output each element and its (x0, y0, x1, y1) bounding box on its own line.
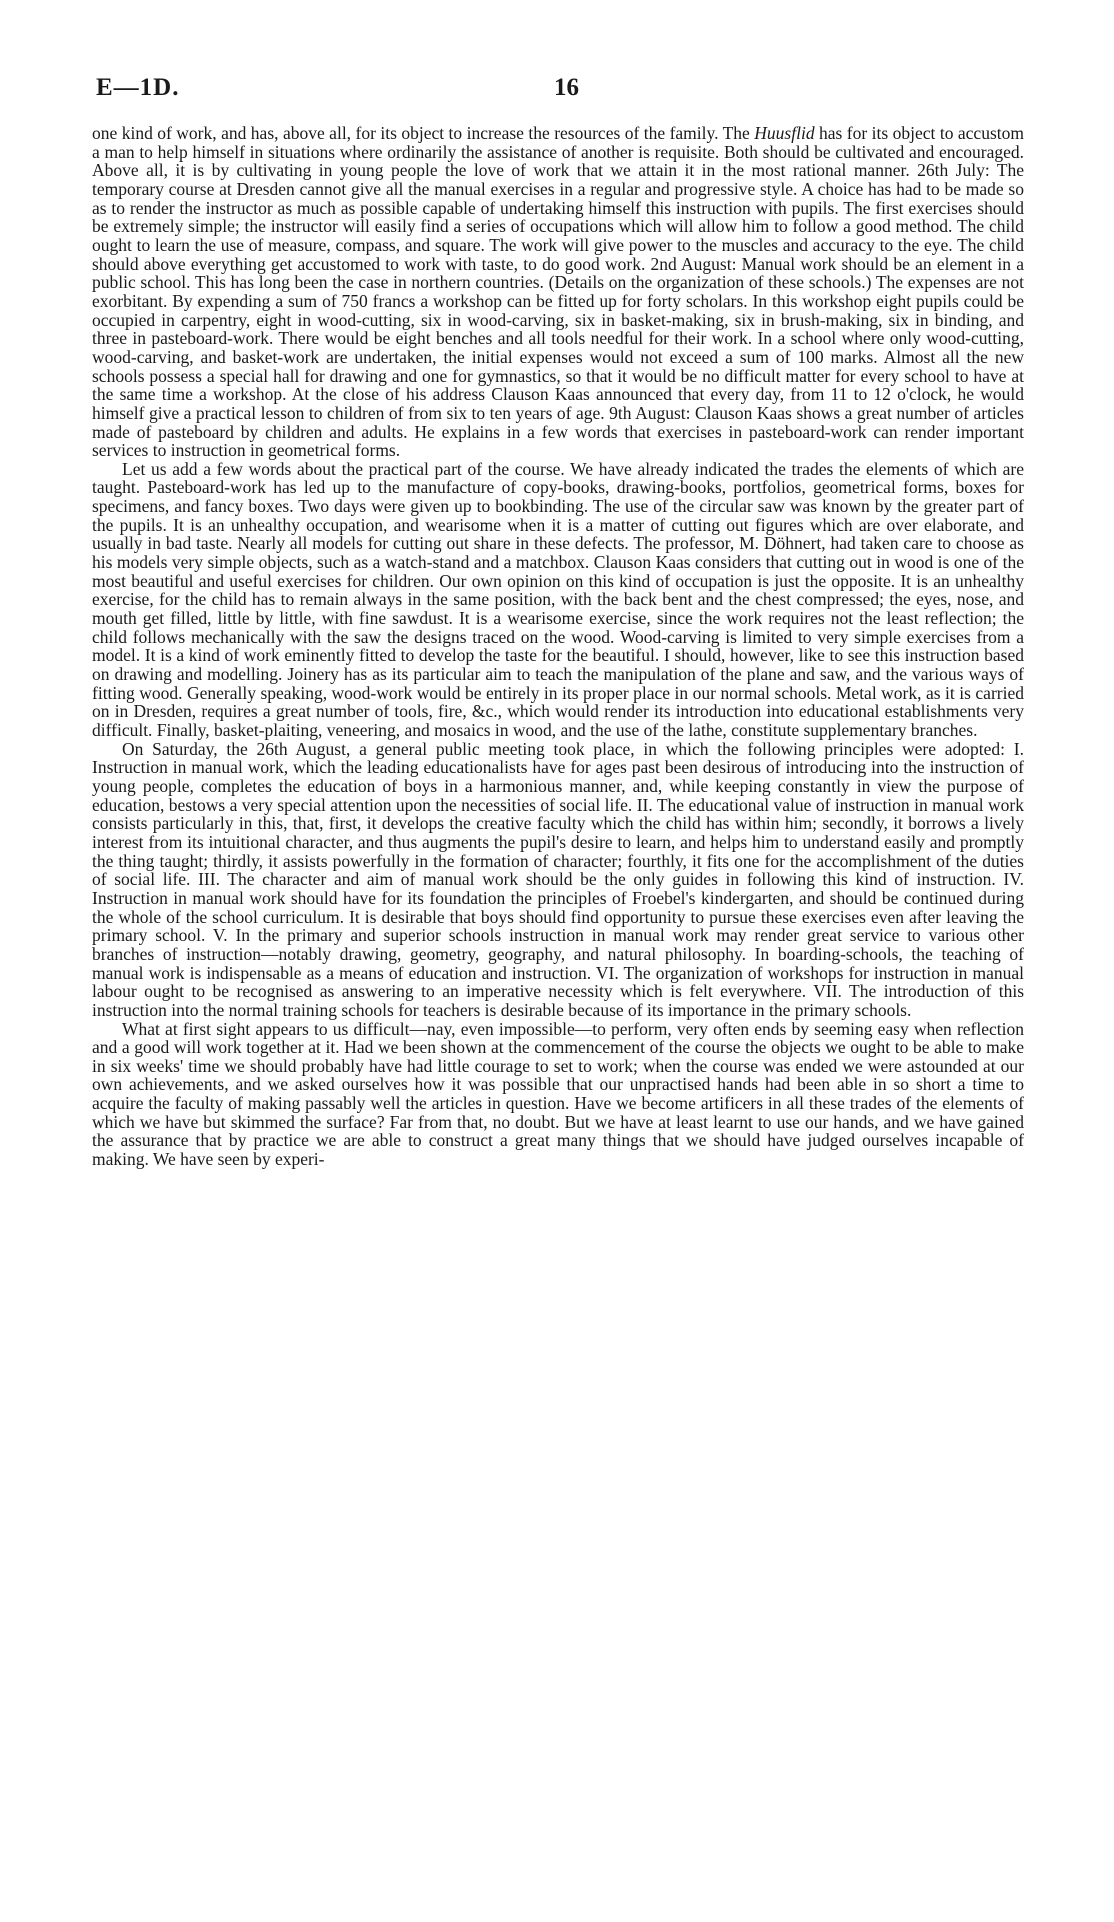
paragraph-4: What at first sight appears to us difficult—nay, even impossible—to perform, very often ends by seeming easy when reflection and a good will work together at it. Had we been shown at the commencement of the course the objects we ought to be able to make in six weeks' time we should probably have had little courage to set to work; when the course was ended we were astounded at our own achievements, and we asked ourselves how it was possible that our unpractised hands had been able in so short a time to acquire the faculty of making passably well the articles in question. Have we become artificers in all these trades of the elements of which we have but skimmed the surface? Far from that, no doubt. But we have at least learnt to use our hands, and we have gained the assurance that by practice we are able to construct a great many things that we should have judged ourselves incapable of making. We have seen by experi- (92, 1018, 1024, 1170)
body-text (92, 124, 1024, 1169)
paragraph-1-text-a: one kind of work, and has, above all, for its object to increase the resources of the family. The (92, 123, 755, 143)
page-header (92, 74, 1024, 114)
document-page (92, 74, 1024, 1169)
paragraph-3: On Saturday, the 26th August, a general public meeting took place, in which the following principles were adopted: I. Instruction in manual work, which the leading educationalists have for ages past been desirous of introducing into the instruction of young people, completes the education of boys in a harmonious manner, and, while keeping constantly in view the purpose of education, bestows a very special attention upon the necessities of social life. II. The educational value of instruction in manual work consists particularly in this, that, first, it develops the creative faculty which the child has within him; secondly, it borrows a lively interest from its intuitional character, and thus augments the pupil's desire to learn, and helps him to understand easily and promptly the thing taught; thirdly, it assists powerfully in the formation of character; fourthly, it fits one for the accomplishment of the duties of social life. III. The character and aim of manual work should be the only guides in following this kind of instruction. IV. Instruction in manual work should have for its foundation the principles of Froebel's kindergarten, and should be continued during the whole of the school curriculum. It is desirable that boys should find opportunity to pursue these exercises even after leaving the primary school. V. In the primary and superior schools instruction in manual work may render great service to various other branches of instruction—notably drawing, geometry, geography, and natural philosophy. In boarding-schools, the teaching of manual work is indispensable as a means of education and instruction. VI. The organization of workshops for instruction in manual labour ought to be recognised as answering to an imperative necessity which is felt everywhere. VII. The introduction of this instruction into the normal training schools for teachers is desirable because of its importance in the primary schools. (92, 738, 1024, 1020)
document-reference: E—1D. (96, 74, 180, 101)
page-number: 16 (554, 74, 579, 101)
paragraph-1-text-b: has for its object to accustom a man to help himself in situations where ordinarily the assistance of another is requisite. Both should be cultivated and encouraged. Above all, it is by cultivating in young people the love of work that we attain it in the most rational manner. 26th July: The temporary course at Dresden cannot give all the manual exercises in a regular and progressive style. A choice has had to be made so as to render the instructor as much as possible capable of undertaking himself this instruction with pupils. The first exercises should be extremely simple; the instructor will easily find a series of occupations which will allow him to follow a good method. The child ought to learn the use of measure, compass, and square. The work will give power to the muscles and accuracy to the eye. The child should above everything get accustomed to work with taste, to do good work. 2nd August: Manual work should be an element in a public school. This has long been the case in northern countries. (Details on the organization of these schools.) The expenses are not exorbitant. By expending a sum of 750 francs a workshop can be fitted up for forty scholars. In this workshop eight pupils could be occupied in carpentry, eight in wood-cutting, six in wood-carving, six in basket-making, six in brush-making, six in binding, and three in pasteboard-work. There would be eight benches and all tools needful for their work. In a school where only wood-cutting, wood-carving, and basket-work are undertaken, the initial expenses would not exceed a sum of 100 marks. Almost all the new schools possess a special hall for drawing and one for gymnastics, so that it would be no difficult matter for every school to have at the same time a workshop. At the close of his address Clauson Kaas announced that every day, from 11 to 12 o'clock, he would himself give a practical lesson to children of from six to ten years of age. 9th August: Clauson Kaas shows a great number of articles made of pasteboard by children and adults. He explains in a few words that exercises in pasteboard-work can render important services to instruction in geometrical forms. (92, 123, 1024, 461)
paragraph-1 (92, 124, 1024, 460)
huusflid-term: Huusflid (754, 123, 815, 143)
paragraph-2: Let us add a few words about the practical part of the course. We have already indicated the trades the elements of which are taught. Pasteboard-work has led up to the manufacture of copy-books, drawing-books, portfolios, geometrical forms, boxes for specimens, and fancy boxes. Two days were given up to bookbinding. The use of the circular saw was known by the greater part of the pupils. It is an unhealthy occupation, and wearisome when it is a matter of cutting out figures which are over elaborate, and usually in bad taste. Nearly all models for cutting out share in these defects. The professor, M. Döhnert, had taken care to choose as his models very simple objects, such as a watch-stand and a matchbox. Clauson Kaas considers that cutting out in wood is one of the most beautiful and useful exercises for children. Our own opinion on this kind of occupation is just the opposite. It is an unhealthy exercise, for the child has to remain always in the same position, with the back bent and the chest compressed; the eyes, nose, and mouth get filled, little by little, with fine sawdust. It is a wearisome exercise, since the work requires not the least reflection; the child follows mechanically with the saw the designs traced on the wood. Wood-carving is limited to very simple exercises from a model. It is a kind of work eminently fitted to develop the taste for the beautiful. I should, however, like to see this instruction based on drawing and modelling. Joinery has as its particular aim to teach the manipulation of the plane and saw, and the various ways of fitting wood. Generally speaking, wood-work would be entirely in its proper place in our normal schools. Metal work, as it is carried on in Dresden, requires a great number of tools, fire, &c., which would render its introduction into educational establishments very difficult. Finally, basket-plaiting, veneering, and mosaics in wood, and the use of the lathe, constitute supplementary branches. (92, 458, 1024, 740)
